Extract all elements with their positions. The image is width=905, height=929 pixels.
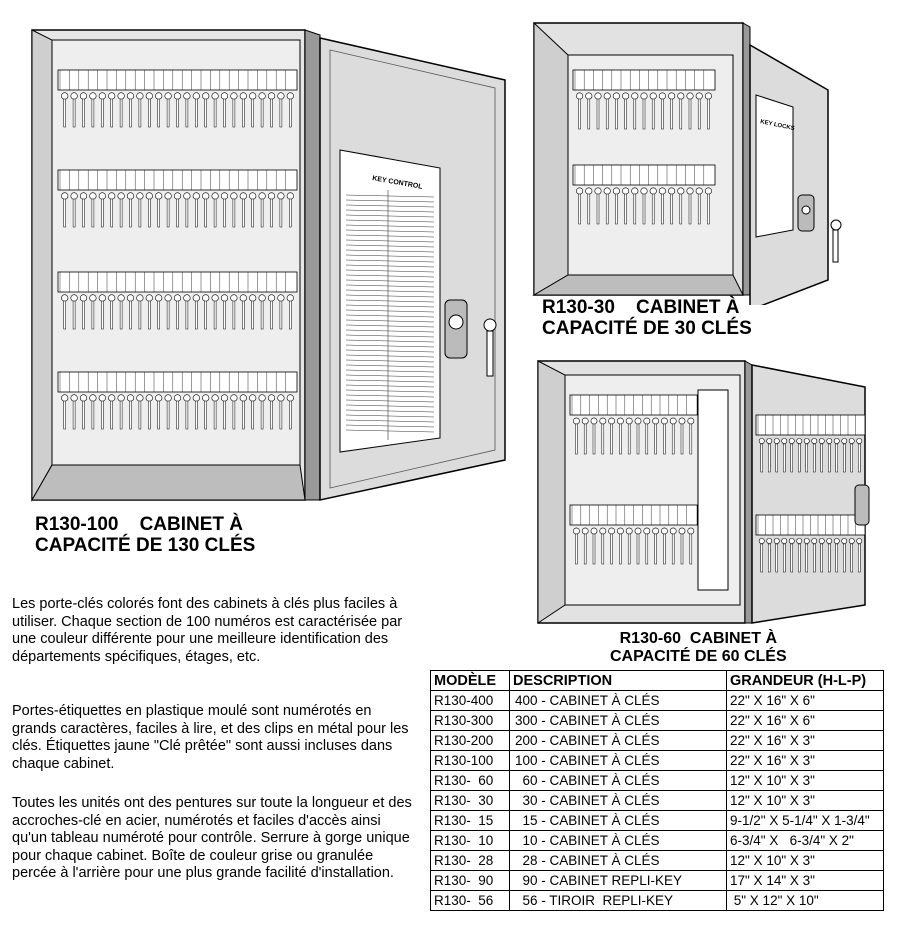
cell-size: 12" X 10" X 3": [727, 851, 884, 871]
cell-model: R130- 60: [431, 771, 510, 791]
cell-model: R130- 28: [431, 851, 510, 871]
cell-description: 15 - CABINET À CLÉS: [510, 811, 727, 831]
table-row: [431, 771, 884, 791]
table-row: [431, 851, 884, 871]
caption-r130-30-line2: CAPACITÉ DE 30 CLÉS: [542, 317, 752, 339]
table-row: [431, 731, 884, 751]
caption-r130-30-line1: R130-30 CABINET À: [542, 297, 740, 318]
header-model: MODÈLE: [431, 671, 510, 691]
model-spec-table: [430, 670, 884, 911]
cell-description: 90 - CABINET REPLI-KEY: [510, 871, 727, 891]
cell-size: 22" X 16" X 6": [727, 691, 884, 711]
cell-size: 22" X 16" X 6": [727, 711, 884, 731]
key-control-label: KEY CONTROL: [371, 175, 423, 191]
cell-model: R130-200: [431, 731, 510, 751]
cell-size: 5" X 12" X 10": [727, 891, 884, 911]
cell-description: 400 - CABINET À CLÉS: [510, 691, 727, 711]
cell-description: 56 - TIROIR REPLI-KEY: [510, 891, 727, 911]
cell-size: 6-3/4" X 6-3/4" X 2": [727, 831, 884, 851]
header-description: DESCRIPTION: [510, 671, 727, 691]
table-row: [431, 751, 884, 771]
cabinet-130-illustration: [0, 0, 520, 510]
cell-model: R130-400: [431, 691, 510, 711]
caption-r130-60-line2: CAPACITÉ DE 60 CLÉS: [610, 647, 787, 665]
cell-size: 22" X 16" X 3": [727, 731, 884, 751]
cell-model: R130-100: [431, 751, 510, 771]
table-header-row: [431, 671, 884, 691]
table-row: [431, 691, 884, 711]
caption-r130-100-line2: CAPACITÉ DE 130 CLÉS: [35, 534, 256, 556]
cell-size: 12" X 10" X 3": [727, 791, 884, 811]
cell-size: 22" X 16" X 3": [727, 751, 884, 771]
cell-model: R130- 30: [431, 791, 510, 811]
table-row: [431, 811, 884, 831]
cell-size: 9-1/2" X 5-1/4" X 1-3/4": [727, 811, 884, 831]
table-row: [431, 871, 884, 891]
cell-model: R130- 56: [431, 891, 510, 911]
cell-description: 28 - CABINET À CLÉS: [510, 851, 727, 871]
cabinet-60-illustration: [530, 355, 900, 630]
cabinet-30-illustration: [528, 15, 858, 305]
table-row: [431, 791, 884, 811]
table-row: [431, 831, 884, 851]
table-row: [431, 891, 884, 911]
caption-r130-100-line1: R130-100 CABINET À: [35, 514, 244, 535]
caption-r130-60-line1: R130-60 CABINET À: [619, 630, 777, 647]
cell-description: 60 - CABINET À CLÉS: [510, 771, 727, 791]
cell-description: 100 - CABINET À CLÉS: [510, 751, 727, 771]
table-row: [431, 711, 884, 731]
cell-size: 17" X 14" X 3": [727, 871, 884, 891]
cell-model: R130- 90: [431, 871, 510, 891]
cell-description: 300 - CABINET À CLÉS: [510, 711, 727, 731]
header-size: GRANDEUR (H-L-P): [727, 671, 884, 691]
cell-description: 200 - CABINET À CLÉS: [510, 731, 727, 751]
caption-r130-60: [610, 630, 787, 665]
cell-size: 12" X 10" X 3": [727, 771, 884, 791]
cell-description: 10 - CABINET À CLÉS: [510, 831, 727, 851]
cell-model: R130- 10: [431, 831, 510, 851]
paragraph-features: Toutes les unités ont des pentures sur toute la longueur et des accroches-clé en acier, numérotés et faciles d'accès ainsi qu'un tableau numéroté pour contrôle. Serrure à gorge unique pour chaque cabinet. Boîte de couleur grise ou granulée percée à l'arrière pour une plus grande facilité d'installation.: [12, 795, 412, 881]
key-locks-label: KEY LOCKS: [759, 119, 795, 133]
caption-r130-100: [35, 515, 255, 557]
caption-r130-30: [542, 298, 752, 340]
paragraph-colors: Les porte-clés colorés font des cabinets à clés plus faciles à utiliser. Chaque section de 100 numéros est caractérisée par une couleur différente pour une meilleure identification des départements spécifiques, étages, etc.: [12, 596, 403, 665]
cell-model: R130-300: [431, 711, 510, 731]
cell-description: 30 - CABINET À CLÉS: [510, 791, 727, 811]
paragraph-labels: Portes-étiquettes en plastique moulé sont numérotés en grands caractères, faciles à lire, et des clips en métal pour les clés. Étiquettes jaune "Clé prêtée" sont aussi incluses dans chaque cabinet.: [12, 703, 409, 772]
cell-model: R130- 15: [431, 811, 510, 831]
